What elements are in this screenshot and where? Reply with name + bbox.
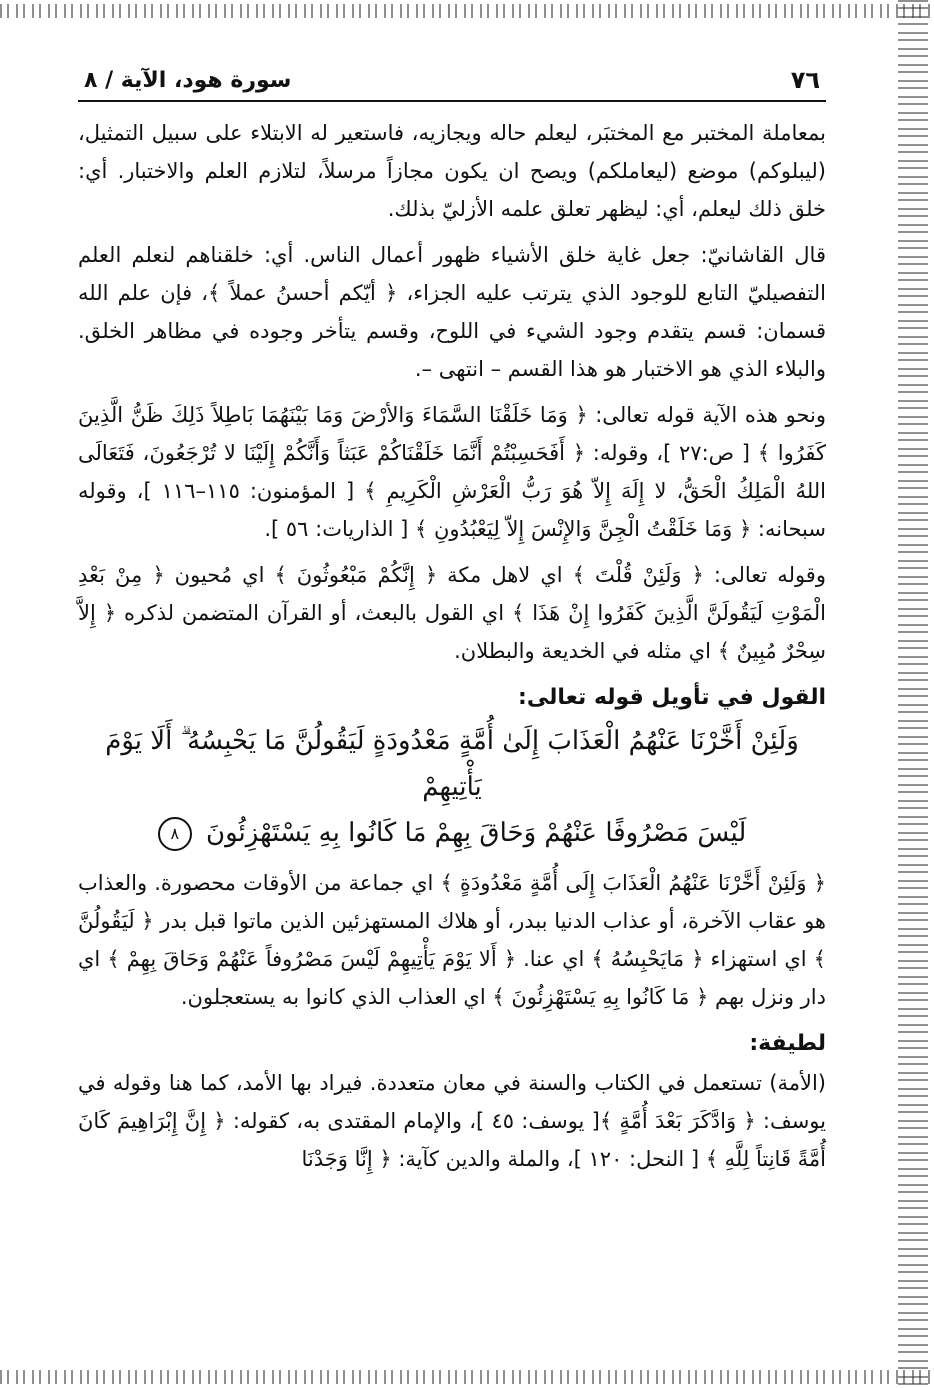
chapter-title: سورة هود، الآية / ٨ (84, 67, 292, 93)
subheading: لطيفة: (749, 1031, 826, 1056)
book-page (78, 60, 826, 1350)
quran-verse (78, 718, 826, 856)
verse-line-2-text: لَيْسَ مَصْرُوفًا عَنْهُمْ وَحَاقَ بِهِمْ مَا كَانُوا بِهِ يَسْتَهْزِئُونَ (206, 818, 747, 848)
decorative-border-top (0, 4, 934, 18)
paragraph-1: بمعاملة المختبر مع المختبَر، ليعلم حاله ويجازيه، فاستعير له الابتلاء على سبيل التمثيل، (ليبلوكم) موضع (ليعاملكم) ويصح ان يكون مجازاً مرسلاً، لتلازم العلم والاختبار. أي: خلق ذلك ليعلم، أي: ليظهر تعلق علمه الأزليّ بذلك. (78, 121, 826, 221)
verse-line-2 (78, 810, 826, 856)
paragraph-4: وقوله تعالى: ﴿ وَلَئِنْ قُلْتَ ﴾ اي لاهل مكة ﴿ إِنَّكُمْ مَبْعُوثُونَ ﴾ اي مُحيون ﴿ مِنْ بَعْدِ الْمَوْتِ لَيَقُولَنَّ الَّذِينَ كَفَرُوا إِنْ هَذَا ﴾ اي القول بالبعث، أو القرآن المتضمن لذكره ﴿ إِلاَّ سِحْرٌ مُبِينٌ ﴾ اي مثله في الخديعة والبطلان. (78, 563, 826, 663)
ayah-number-badge: ٨ (158, 817, 192, 851)
section-heading: القول في تأويل قوله تعالى: (518, 685, 826, 710)
paragraph-2: قال القاشانيّ: جعل غاية خلق الأشياء ظهور أعمال الناس. أي: خلقناهم لنعلم العلم التفصيليّ التابع للوجود الذي يترتب عليه الجزاء، ﴿ أيّكم أحسنُ عملاً ﴾، فإن علم الله قسمان: قسم يتقدم وجود الشيء في اللوح، وقسم يتأخر وجوده في مظاهر الخلق. والبلاء الذي هو الاختبار هو هذا القسم – انتهى –. (78, 243, 826, 381)
verse-line-1: وَلَئِنْ أَخَّرْنَا عَنْهُمُ الْعَذَابَ إِلَىٰ أُمَّةٍ مَعْدُودَةٍ لَيَقُولُنَّ مَا يَحْبِسُهُ ۗ أَلَا يَوْمَ يَأْتِيهِمْ (105, 726, 799, 802)
final-paragraph: (الأمة) تستعمل في الكتاب والسنة في معان متعددة. فيراد بها الأمد، كما هنا وقوله في يوسف: ﴿ وَادَّكَرَ بَعْدَ أُمَّةٍ ﴾[ يوسف: ٤٥ ]، والإمام المقتدى به، كقوله: ﴿ إِنَّ إِبْرَاهِيمَ كَانَ أُمَّةً قَانِتاً لِلَّهِ ﴾ [ النحل: ١٢٠ ]، والملة والدين كآية: ﴿ إِنَّا وَجَدْنَا (78, 1071, 826, 1171)
decorative-border-right (898, 0, 928, 1388)
page-header (78, 60, 826, 102)
tafsir-paragraph: ﴿ وَلَئِنْ أَخَّرْنَا عَنْهُمُ الْعَذَابَ إِلَى أُمَّةٍ مَعْدُودَةٍ ﴾ اي جماعة من الأوقات محصورة. والعذاب هو عقاب الآخرة، أو عذاب الدنيا ببدر، أو هلاك المستهزئين الذين ماتوا قبل بدر ﴿ لَيَقُولُنَّ ﴾ اي استهزاء ﴿ مَايَحْبِسُهُ ﴾ اي عنا. ﴿ أَلا يَوْمَ يَأْتِيهِمْ لَيْسَ مَصْرُوفاً عَنْهُمْ وَحَاقَ بِهِمْ ﴾ اي دار ونزل بهم ﴿ مَا كَانُوا بِهِ يَسْتَهْزِئُونَ ﴾ اي العذاب الذي كانوا به يستعجلون. (78, 871, 826, 1009)
decorative-border-bottom (0, 1370, 934, 1384)
paragraph-3: ونحو هذه الآية قوله تعالى: ﴿ وَمَا خَلَقْنَا السَّمَاءَ وَالأرْضَ وَمَا بَيْنَهُمَا بَاطِلاً ذَلِكَ ظَنُّ الَّذِينَ كَفَرُوا ﴾ [ ص:٢٧ ]، وقوله: ﴿ أَفَحَسِبْتُمْ أَنَّمَا خَلَقْنَاكُمْ عَبَثاً وَأَنَّكُمْ إِلَيْنَا لا تُرْجَعُونَ، فَتَعَالَى اللهُ الْمَلِكُ الْحَقُّ، لا إِلَهَ إِلاّ هُوَ رَبُّ الْعَرْشِ الْكَرِيمِ ﴾ [ المؤمنون: ١١٥–١١٦ ]، وقوله سبحانه: ﴿ وَمَا خَلَقْتُ الْجِنَّ وَالإِنْسَ إِلاّ لِيَعْبُدُونِ ﴾ [ الذاريات: ٥٦ ]. (78, 403, 826, 541)
page-number: ٧٦ (790, 66, 820, 94)
